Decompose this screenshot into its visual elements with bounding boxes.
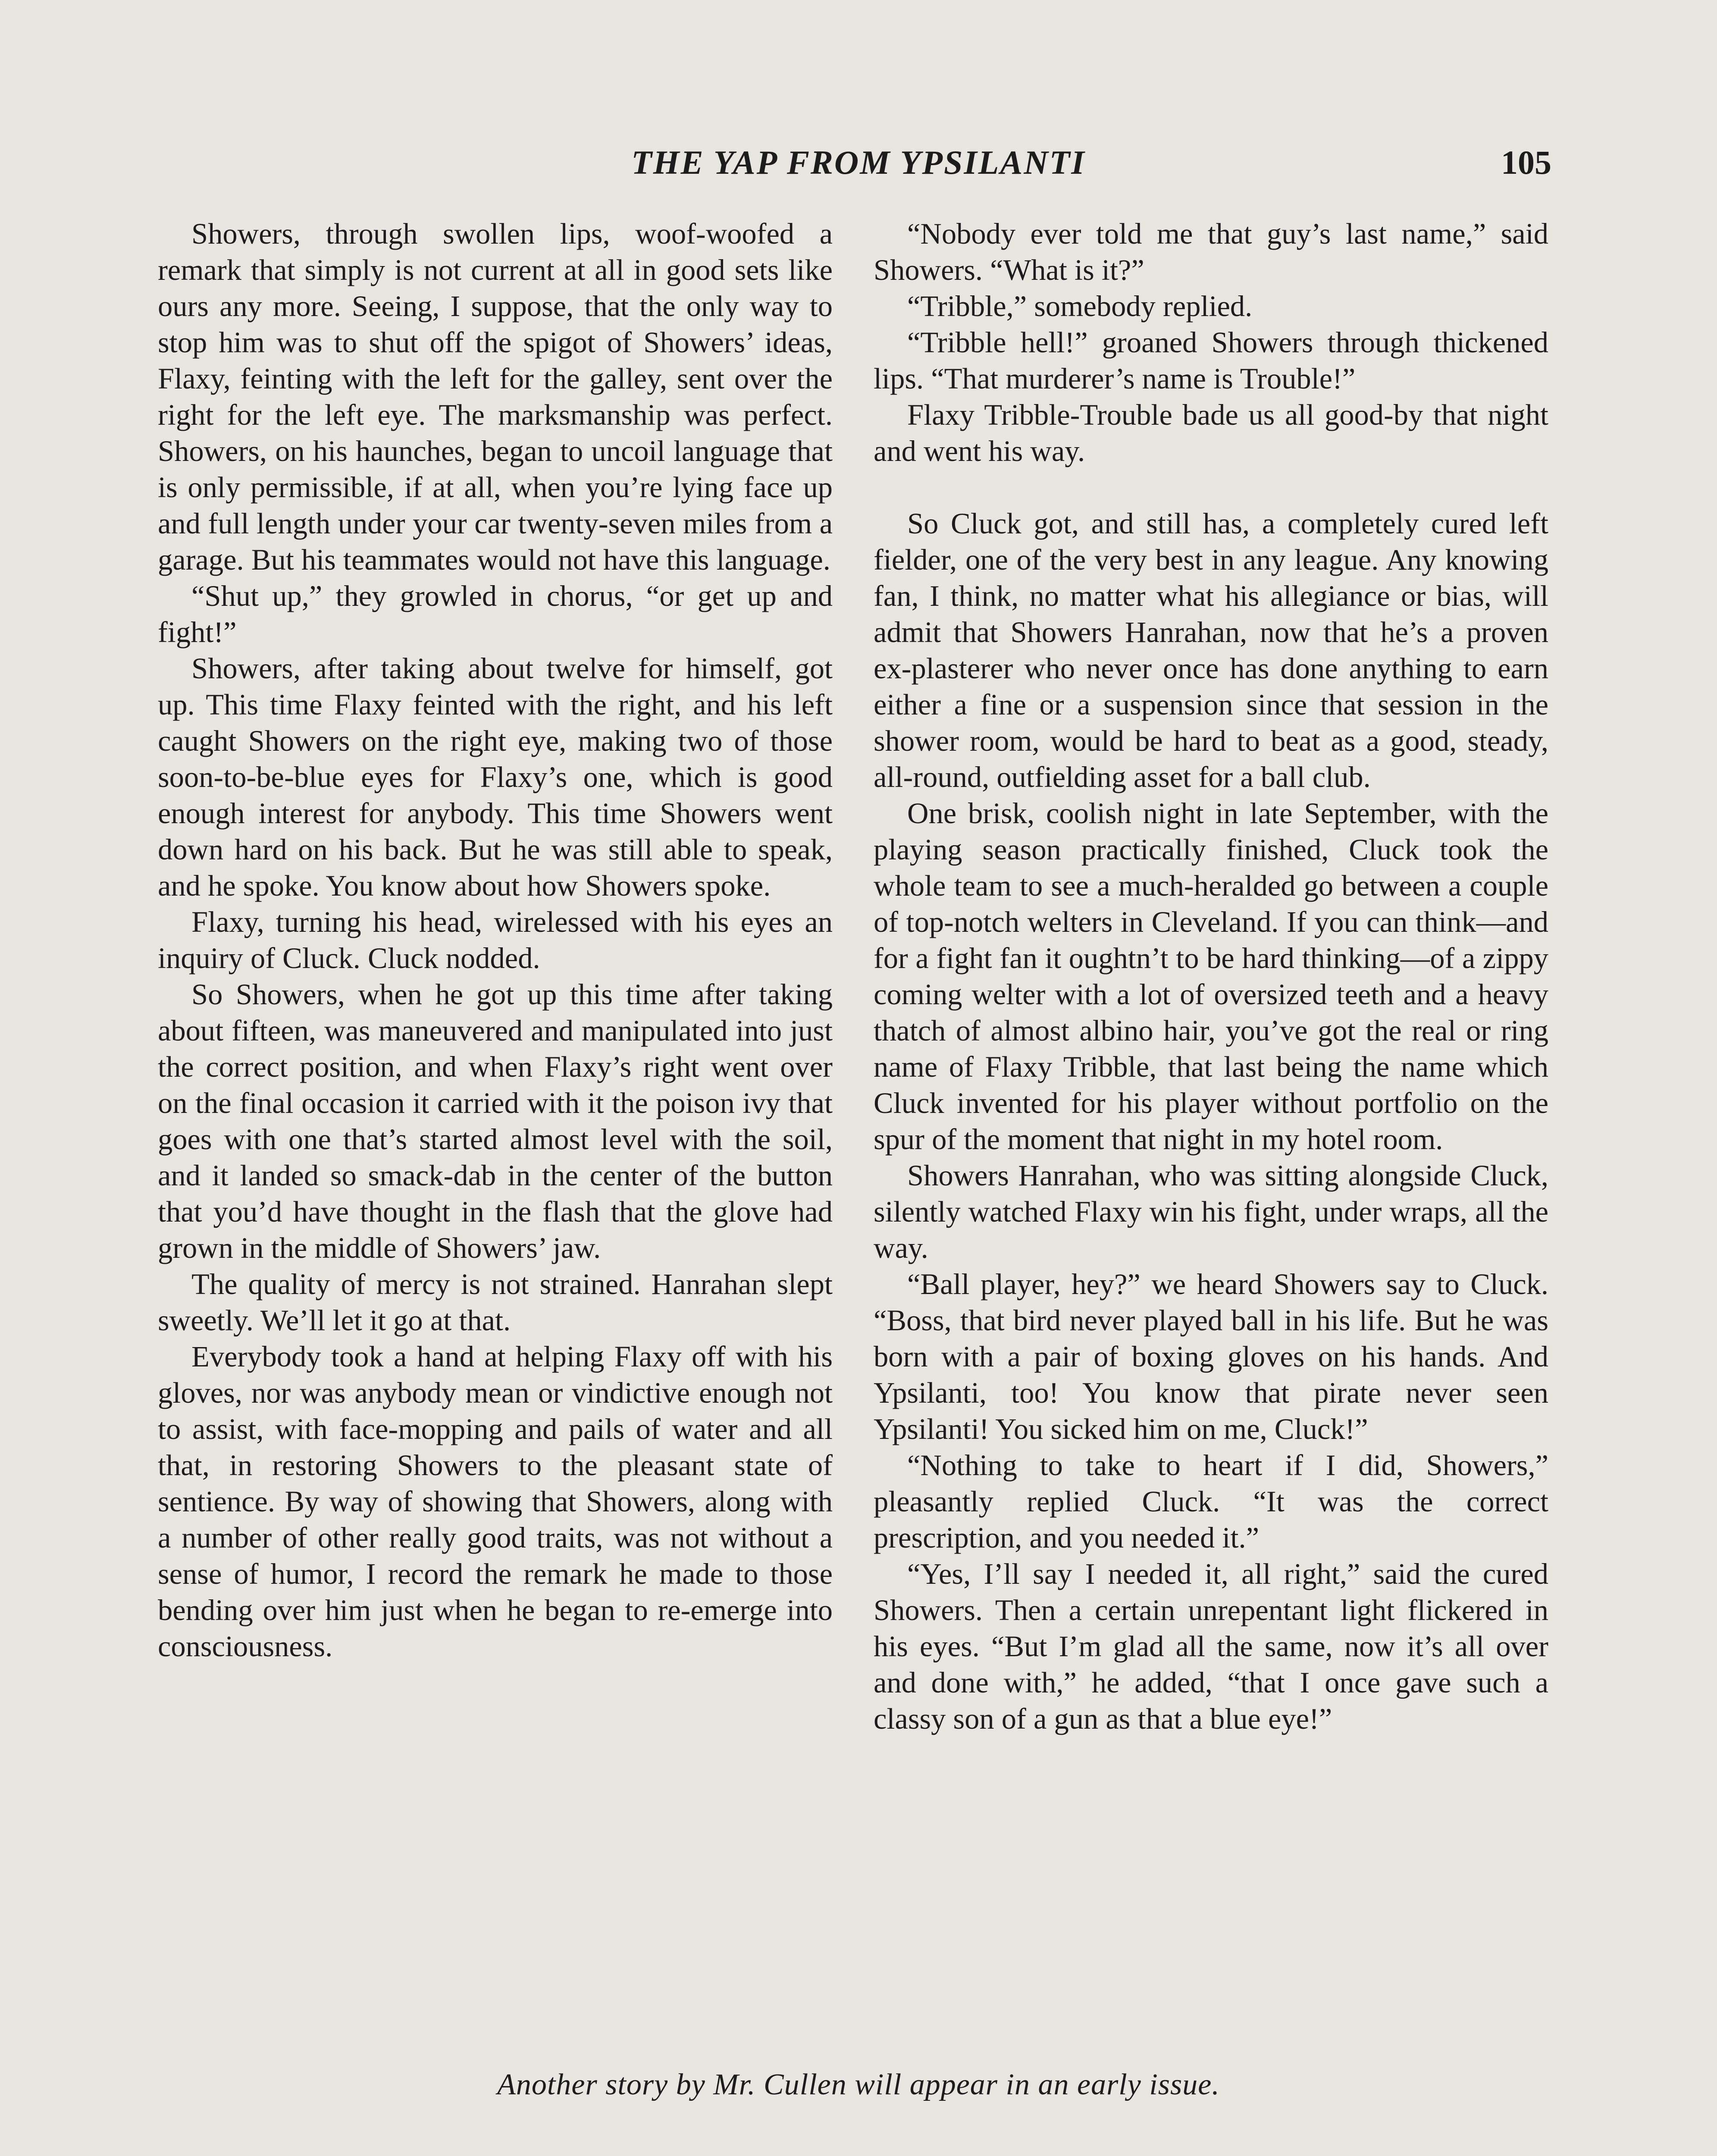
paragraph: So Showers, when he got up this time after taking about fifteen, was maneuvered and manipulated into just the correct position, and when Flaxy’s right went over on the final occasion it carried with it the poison ivy that goes with one that’s started almost level with the soil, and it landed so smack-dab in the center of the button that you’d have thought in the flash that the glove had grown in the middle of Showers’ jaw. xyxy=(158,978,833,1264)
paragraph: Flaxy Tribble-Trouble bade us all good-by that night and went his way. xyxy=(874,398,1548,467)
paragraph: “Tribble hell!” groaned Showers through thickened lips. “That murderer’s name is Trouble!” xyxy=(874,326,1548,395)
footer-note: Another story by Mr. Cullen will appear in an early issue. xyxy=(497,2068,1220,2101)
paragraph: Showers, through swollen lips, woof-woofed a remark that simply is not current at all in good sets like ours any more. Seeing, I suppose, that the only way to stop him was to shut off the spigot of Showers’ ideas, Flaxy, feinting with the left for the galley, sent over the right for the left eye. The marksmanship was perfect. Showers, on his haunches, began to uncoil language that is only permissible, if at all, when you’re lying face up and full length under your car twenty-seven miles from a garage. But his teammates would not have this language. xyxy=(158,217,833,576)
paragraph: One brisk, coolish night in late September, with the playing season practically finished, Cluck took the whole team to see a much-heralded go between a couple of top-notch welters in Cleveland. If you can think—and for a fight fan it oughtn’t to be hard thinking—of a zippy coming welter with a lot of oversized teeth and a heavy thatch of almost albino hair, you’ve got the real or ring name of Flaxy Tribble, that last being the name which Cluck invented for his player without portfolio on the spur of the moment that night in my hotel room. xyxy=(874,797,1548,1156)
paragraph: The quality of mercy is not strained. Hanrahan slept sweetly. We’ll let it go at that. xyxy=(158,1268,833,1337)
paragraph: So Cluck got, and still has, a completely cured left fielder, one of the very best in any league. Any knowing fan, I think, no matter what his allegiance or bias, will admit that Showers Hanrahan, now that he’s a proven ex-plasterer who never once has done anything to earn either a fine or a suspension since that session in the shower room, would be hard to beat as a good, steady, all-round, outfielding asset for a ball club. xyxy=(874,507,1548,793)
paragraph: “Tribble,” somebody replied. xyxy=(907,290,1253,323)
paragraph: “Nothing to take to heart if I did, Showers,” pleasantly replied Cluck. “It was the correct prescription, and you needed it.” xyxy=(874,1449,1548,1554)
right-column xyxy=(874,216,1548,1737)
paragraph: Everybody took a hand at helping Flaxy off with his gloves, nor was anybody mean or vindictive enough not to assist, with face-mopping and pails of water and all that, in restoring Showers to the pleasant state of sentience. By way of showing that Showers, along with a number of other really good traits, was not without a sense of humor, I record the remark he made to those bending over him just when he began to re-emerge into consciousness. xyxy=(158,1340,833,1663)
page-title: THE YAP FROM YPSILANTI xyxy=(631,144,1086,181)
page-number: 105 xyxy=(1501,144,1551,181)
paragraph: “Yes, I’ll say I needed it, all right,” said the cured Showers. Then a certain unrepentant light flickered in his eyes. “But I’m glad all the same, now it’s all over and done with,” he added, “that I once gave such a classy son of a gun as that a blue eye!” xyxy=(874,1557,1548,1735)
paragraph: “Nobody ever told me that guy’s last name,” said Showers. “What is it?” xyxy=(874,217,1548,286)
paragraph: Showers, after taking about twelve for himself, got up. This time Flaxy feinted with the right, and his left caught Showers on the right eye, making two of those soon-to-be-blue eyes for Flaxy’s one, which is good enough interest for anybody. This time Showers went down hard on his back. But he was still able to speak, and he spoke. You know about how Showers spoke. xyxy=(158,652,833,902)
paragraph: Flaxy, turning his head, wirelessed with his eyes an inquiry of Cluck. Cluck nodded. xyxy=(158,906,833,975)
left-column xyxy=(158,216,833,1664)
paragraph: “Shut up,” they growled in chorus, “or get up and fight!” xyxy=(158,580,833,649)
paragraph: “Ball player, hey?” we heard Showers say to Cluck. “Boss, that bird never played ball in his life. But he was born with a pair of boxing gloves on his hands. And Ypsilanti, too! You know that pirate never seen Ypsilanti! You sicked him on me, Cluck!” xyxy=(874,1268,1548,1445)
paragraph: Showers Hanrahan, who was sitting alongside Cluck, silently watched Flaxy win his fight, under wraps, all the way. xyxy=(874,1159,1548,1264)
page-header xyxy=(158,143,1559,191)
